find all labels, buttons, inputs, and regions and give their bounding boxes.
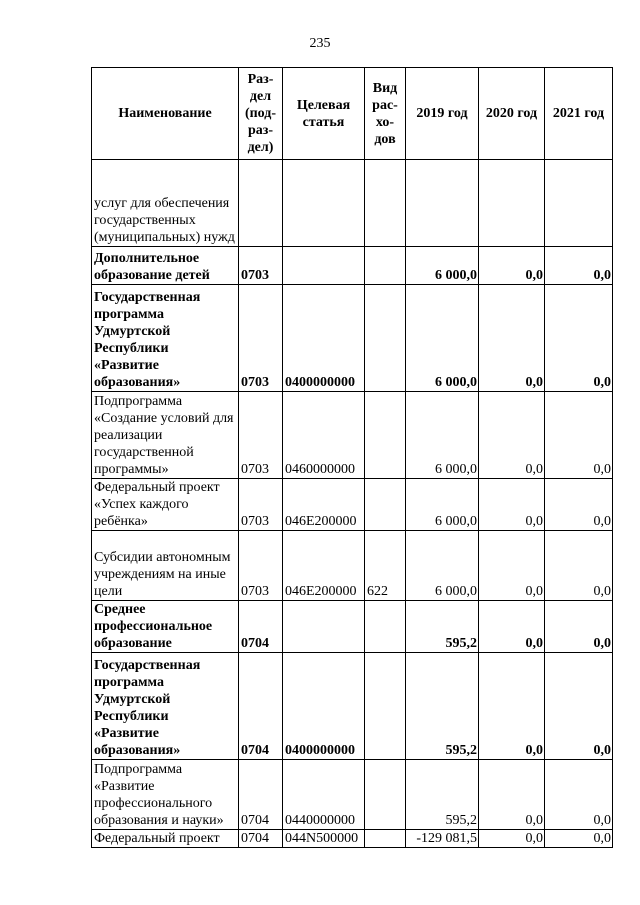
cell-target (283, 247, 365, 285)
cell-type (365, 160, 406, 247)
cell-type (365, 760, 406, 830)
cell-y2021 (545, 160, 613, 247)
cell-name: Среднее профессиональное образование (92, 601, 239, 653)
header-2019: 2019 год (406, 68, 479, 160)
cell-type (365, 830, 406, 848)
cell-type (365, 285, 406, 392)
header-target: Целевая статья (283, 68, 365, 160)
cell-y2020: 0,0 (479, 247, 545, 285)
budget-table (91, 67, 613, 848)
cell-target (283, 601, 365, 653)
cell-target: 0400000000 (283, 653, 365, 760)
cell-name: услуг для обеспечения государственных (муниципальных) нужд (92, 160, 239, 247)
header-name: Наименование (92, 68, 239, 160)
cell-y2020: 0,0 (479, 653, 545, 760)
cell-target: 0440000000 (283, 760, 365, 830)
cell-y2019: 6 000,0 (406, 392, 479, 479)
header-section: Раз- дел (под- раз- дел) (239, 68, 283, 160)
cell-y2020: 0,0 (479, 479, 545, 531)
cell-section: 0704 (239, 830, 283, 848)
cell-name: Дополнительное образование детей (92, 247, 239, 285)
cell-y2019: 6 000,0 (406, 531, 479, 601)
table-row (92, 531, 613, 601)
cell-name: Федеральный проект «Успех каждого ребёнка» (92, 479, 239, 531)
header-row (92, 68, 613, 160)
cell-type (365, 392, 406, 479)
cell-name: Государственная программа Удмуртской Республики «Развитие образования» (92, 285, 239, 392)
cell-y2021: 0,0 (545, 830, 613, 848)
cell-name: Государственная программа Удмуртской Республики «Развитие образования» (92, 653, 239, 760)
header-2020: 2020 год (479, 68, 545, 160)
header-type: Вид рас- хо- дов (365, 68, 406, 160)
cell-name: Федеральный проект (92, 830, 239, 848)
cell-y2019: 6 000,0 (406, 285, 479, 392)
cell-target: 046E200000 (283, 479, 365, 531)
cell-section: 0704 (239, 653, 283, 760)
cell-y2020: 0,0 (479, 760, 545, 830)
cell-y2021: 0,0 (545, 601, 613, 653)
cell-target: 046E200000 (283, 531, 365, 601)
cell-y2019: 595,2 (406, 760, 479, 830)
cell-y2019: 6 000,0 (406, 247, 479, 285)
table-row (92, 760, 613, 830)
cell-type (365, 653, 406, 760)
cell-section (239, 160, 283, 247)
cell-y2021: 0,0 (545, 247, 613, 285)
cell-y2020: 0,0 (479, 285, 545, 392)
cell-name: Субсидии автономным учреждениям на иные цели (92, 531, 239, 601)
cell-section: 0703 (239, 392, 283, 479)
header-2021: 2021 год (545, 68, 613, 160)
table-row (92, 160, 613, 247)
cell-y2020: 0,0 (479, 392, 545, 479)
cell-y2021: 0,0 (545, 479, 613, 531)
table-row (92, 479, 613, 531)
table-row (92, 653, 613, 760)
cell-section: 0704 (239, 760, 283, 830)
cell-y2019: 6 000,0 (406, 479, 479, 531)
cell-y2021: 0,0 (545, 653, 613, 760)
cell-type (365, 247, 406, 285)
table-row (92, 830, 613, 848)
cell-y2021: 0,0 (545, 531, 613, 601)
cell-section: 0703 (239, 247, 283, 285)
cell-y2021: 0,0 (545, 760, 613, 830)
cell-name: Подпрограмма «Создание условий для реализации государственной программы» (92, 392, 239, 479)
cell-y2020: 0,0 (479, 531, 545, 601)
cell-target: 044N500000 (283, 830, 365, 848)
cell-y2020: 0,0 (479, 601, 545, 653)
cell-target: 0460000000 (283, 392, 365, 479)
cell-type (365, 601, 406, 653)
table-row (92, 285, 613, 392)
cell-target (283, 160, 365, 247)
cell-y2019 (406, 160, 479, 247)
cell-type (365, 479, 406, 531)
cell-y2021: 0,0 (545, 285, 613, 392)
table-row (92, 601, 613, 653)
cell-y2020: 0,0 (479, 830, 545, 848)
cell-y2019: 595,2 (406, 601, 479, 653)
cell-target: 0400000000 (283, 285, 365, 392)
cell-section: 0703 (239, 531, 283, 601)
cell-type: 622 (365, 531, 406, 601)
cell-section: 0703 (239, 285, 283, 392)
table-row (92, 247, 613, 285)
cell-y2021: 0,0 (545, 392, 613, 479)
cell-y2019: 595,2 (406, 653, 479, 760)
cell-y2019: -129 081,5 (406, 830, 479, 848)
cell-section: 0703 (239, 479, 283, 531)
cell-y2020 (479, 160, 545, 247)
cell-section: 0704 (239, 601, 283, 653)
page-number: 235 (309, 36, 331, 51)
cell-name: Подпрограмма «Развитие профессионального образования и науки» (92, 760, 239, 830)
table-row (92, 392, 613, 479)
